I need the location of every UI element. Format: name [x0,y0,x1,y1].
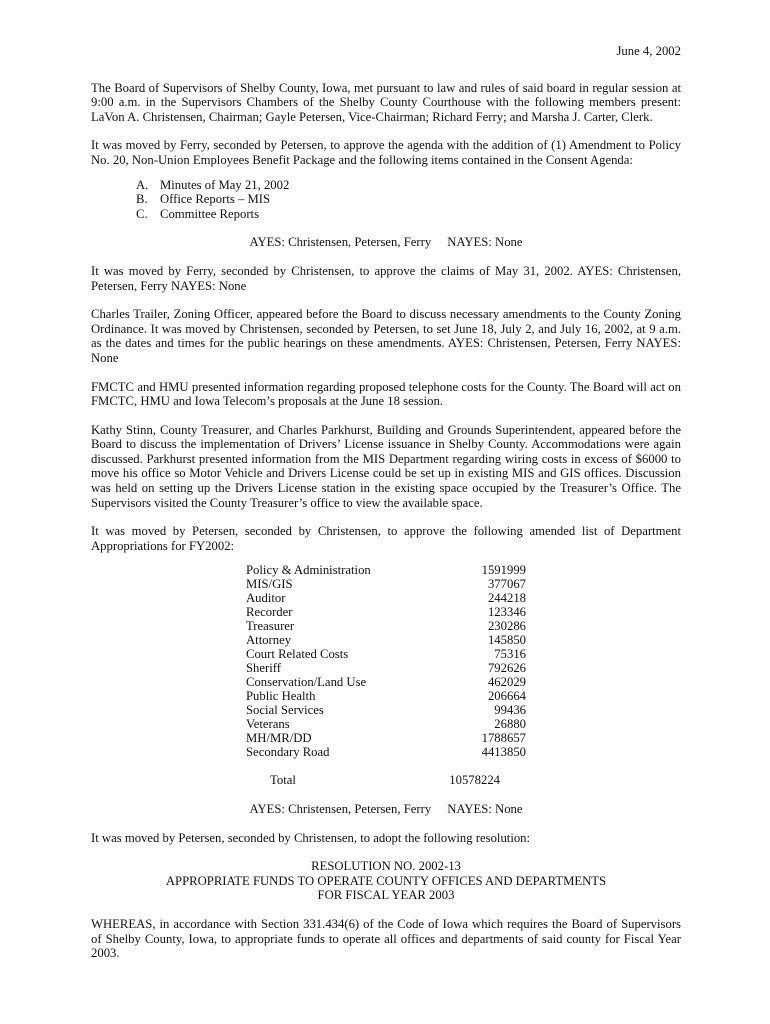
list-text: Committee Reports [160,206,260,221]
list-text: Minutes of May 21, 2002 [160,177,290,192]
appropriations-motion: It was moved by Petersen, seconded by Christensen, to approve the following amended list of Department Appropriations for FY2002: [91,524,681,553]
dept-amount: 145850 [487,633,526,648]
minutes-page [91,44,681,975]
list-letter: B. [136,192,148,207]
claims-motion: It was moved by Ferry, seconded by Christensen, to approve the claims of May 31, 2002. AYES: Christensen, Petersen, Ferry NAYES: None [91,263,681,293]
drivers-license-paragraph: Kathy Stinn, County Treasurer, and Charles Parkhurst, Building and Grounds Superintendent, appeared before the Board to discuss the implementation of Drivers’ License issuance in Shelby County. Accommodations were again discussed. Parkhurst presented information from the MIS Department regarding wiring costs in excess of $6000 to move his office so Motor Vehicle and Drivers License could be set up in existing MIS and GIS offices. Discussion was held on setting up the Drivers License station in the existing space occupied by the Treasurer’s Office. The Supervisors visited the County Treasurer’s office to view the available space. [91,422,681,510]
dept-amount: 1591999 [481,563,526,578]
resolution-heading [91,859,681,903]
dept-name: Auditor [246,591,286,606]
dept-name: Conservation/Land Use [246,675,367,690]
dept-amount: 792626 [487,661,526,676]
table-row [246,633,526,647]
dept-name: Attorney [246,633,292,648]
dept-amount: 26880 [494,717,526,732]
dept-name: Social Services [246,703,324,718]
dept-amount: 206664 [487,689,526,704]
list-item [136,192,681,207]
resolution-motion: It was moved by Petersen, seconded by Christensen, to adopt the following resolution: [91,830,531,845]
list-item [136,207,681,222]
dept-amount: 4413850 [481,745,526,760]
table-row [246,563,526,577]
list-letter: A. [136,177,149,192]
dept-amount: 1788657 [481,731,526,746]
dept-amount: 230286 [487,619,526,634]
dept-name: Policy & Administration [246,563,371,578]
table-row [246,717,526,731]
resolution-title-line2: FOR FISCAL YEAR 2003 [317,888,455,903]
dept-amount: 75316 [494,647,526,662]
table-row [246,731,526,745]
nayes-text: NAYES: None [447,802,523,817]
dept-name: MIS/GIS [246,577,293,592]
table-row [246,605,526,619]
dept-amount: 99436 [494,703,526,718]
table-row [246,675,526,689]
ayes-text: AYES: Christensen, Petersen, Ferry [249,802,432,817]
table-row [246,619,526,633]
vote-result-agenda [91,235,681,250]
dept-name: Veterans [246,717,290,732]
resolution-number: RESOLUTION NO. 2002-13 [311,859,461,874]
dept-amount: 462029 [487,675,526,690]
dept-name: Treasurer [246,619,295,634]
dept-name: Sheriff [246,661,282,676]
consent-agenda-list [136,178,681,222]
total-label: Total [270,773,296,788]
list-letter: C. [136,206,148,221]
dept-amount: 244218 [487,591,526,606]
dept-amount: 123346 [487,605,526,620]
table-row [246,661,526,675]
dept-name: Recorder [246,605,293,620]
dept-amount: 377067 [487,577,526,592]
appropriations-total [270,773,500,788]
whereas-paragraph: WHEREAS, in accordance with Section 331.434(6) of the Code of Iowa which requires the Board of Supervisors of Shelby County, Iowa, to appropriate funds to operate all offices and departments of said county for Fiscal Year 2003. [91,917,681,961]
list-item [136,178,681,193]
zoning-paragraph: Charles Trailer, Zoning Officer, appeared before the Board to discuss necessary amendments to the County Zoning Ordinance. It was moved by Christensen, seconded by Petersen, to set June 18, July 2, and July 16, 2002, at 9 a.m. as the dates and times for the public hearings on these amendments. AYES: Christensen, Petersen, Ferry NAYES: None [91,307,681,365]
table-row [246,689,526,703]
table-row [246,577,526,591]
total-amount: 10578224 [449,773,500,788]
telephone-paragraph: FMCTC and HMU presented information regarding proposed telephone costs for the County. The Board will act on FMCTC, HMU and Iowa Telecom’s proposals at the June 18 session. [91,379,681,409]
meeting-date: June 4, 2002 [616,44,681,58]
resolution-title-line1: APPROPRIATE FUNDS TO OPERATE COUNTY OFFICES AND DEPARTMENTS [165,873,607,888]
dept-name: Court Related Costs [246,647,349,662]
dept-name: MH/MR/DD [246,731,312,746]
table-row [246,703,526,717]
nayes-text: NAYES: None [447,235,523,250]
ayes-text: AYES: Christensen, Petersen, Ferry [249,235,432,250]
opening-paragraph: The Board of Supervisors of Shelby County, Iowa, met pursuant to law and rules of said board in regular session at 9:00 a.m. in the Supervisors Chambers of the Shelby County Courthouse with the following members present: LaVon A. Christensen, Chairman; Gayle Petersen, Vice-Chairman; Richard Ferry; and Marsha J. Carter, Clerk. [91,80,681,124]
table-row [246,591,526,605]
dept-name: Public Health [246,689,316,704]
dept-name: Secondary Road [246,745,330,760]
table-row [246,745,526,759]
list-text: Office Reports – MIS [160,192,271,207]
vote-result-appropriations [91,802,681,817]
appropriations-table [246,563,526,759]
table-row [246,647,526,661]
agenda-motion: It was moved by Ferry, seconded by Petersen, to approve the agenda with the addition of (1) Amendment to Policy No. 20, Non-Union Employees Benefit Package and the following items contained in the Consent Agenda: [91,138,681,167]
